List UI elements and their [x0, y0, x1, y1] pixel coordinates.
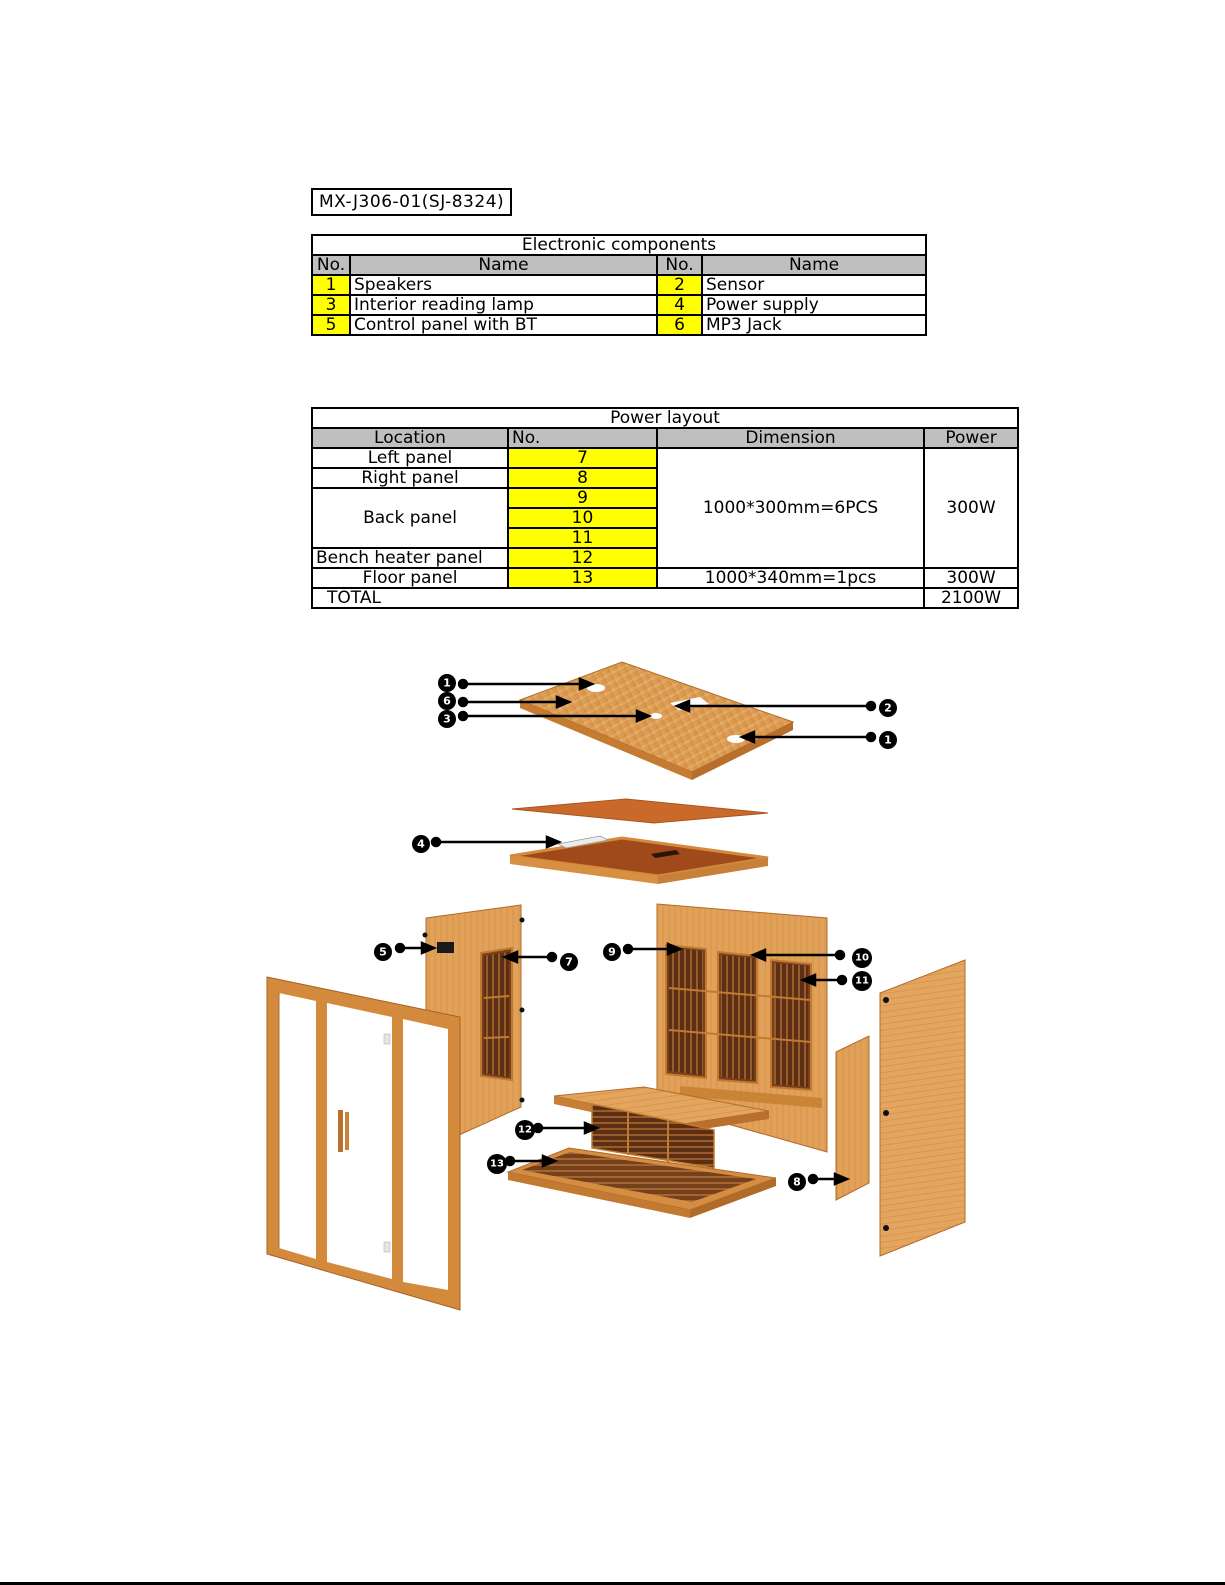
heater-number: 7 — [508, 448, 657, 468]
component-number: 3 — [312, 295, 350, 315]
location-cell: Right panel — [312, 468, 508, 488]
header-no: No. — [508, 428, 657, 448]
header-no: No. — [312, 255, 350, 275]
component-name: Speakers — [350, 275, 657, 295]
svg-text:13: 13 — [490, 1158, 504, 1170]
svg-text:4: 4 — [417, 837, 425, 851]
power-cell: 300W — [924, 448, 1018, 568]
svg-text:11: 11 — [855, 975, 869, 987]
svg-text:7: 7 — [565, 955, 573, 969]
header-power: Power — [924, 428, 1018, 448]
callout-badge — [438, 710, 456, 728]
door-handle — [338, 1110, 343, 1152]
callout-badge — [374, 943, 392, 961]
svg-text:12: 12 — [518, 1124, 532, 1136]
component-number: 2 — [657, 275, 702, 295]
callout-badge — [515, 1120, 535, 1140]
component-number: 6 — [657, 315, 702, 335]
callout-badge — [852, 971, 872, 991]
location-cell: Floor panel — [312, 568, 508, 588]
callout-badge — [560, 953, 578, 971]
component-number: 4 — [657, 295, 702, 315]
svg-text:2: 2 — [884, 701, 892, 715]
callout-badge — [487, 1154, 507, 1174]
header-name: Name — [350, 255, 657, 275]
location-cell: Left panel — [312, 448, 508, 468]
location-cell: Bench heater panel — [312, 548, 508, 568]
component-number: 1 — [312, 275, 350, 295]
svg-text:9: 9 — [608, 945, 616, 959]
svg-text:8: 8 — [793, 1175, 801, 1189]
callout-badge — [438, 674, 456, 692]
dimension-cell: 1000*340mm=1pcs — [657, 568, 924, 588]
svg-text:5: 5 — [379, 945, 387, 959]
svg-text:6: 6 — [443, 694, 451, 708]
heater-number: 8 — [508, 468, 657, 488]
svg-text:3: 3 — [443, 712, 451, 726]
dimension-cell: 1000*300mm=6PCS — [657, 448, 924, 568]
heater-number: 11 — [508, 528, 657, 548]
svg-text:1: 1 — [443, 676, 451, 690]
glass-door — [267, 977, 460, 1310]
callout-badge — [879, 731, 897, 749]
power-cell: 300W — [924, 568, 1018, 588]
power-table-title: Power layout — [312, 408, 1018, 428]
right-side-panel — [880, 960, 965, 1256]
svg-text:10: 10 — [855, 952, 869, 964]
control-panel — [437, 942, 454, 953]
model-number: MX-J306-01(SJ-8324) — [311, 188, 512, 216]
header-name: Name — [702, 255, 926, 275]
header-location: Location — [312, 428, 508, 448]
callout-badge — [438, 692, 456, 710]
callout-badge — [852, 948, 872, 968]
header-no: No. — [657, 255, 702, 275]
component-name: MP3 Jack — [702, 315, 926, 335]
callout-badge — [412, 835, 430, 853]
component-number: 5 — [312, 315, 350, 335]
component-name: Power supply — [702, 295, 926, 315]
heater-number: 10 — [508, 508, 657, 528]
component-name: Control panel with BT — [350, 315, 657, 335]
callout-badge — [788, 1173, 806, 1191]
heater-panel-left — [484, 952, 509, 1077]
callout-badge — [603, 943, 621, 961]
location-cell: Back panel — [312, 488, 508, 548]
heater-panel-back-1 — [669, 948, 703, 1075]
total-label: TOTAL — [312, 588, 924, 608]
component-name: Interior reading lamp — [350, 295, 657, 315]
total-value: 2100W — [924, 588, 1018, 608]
heater-number: 12 — [508, 548, 657, 568]
roof-panel — [520, 662, 793, 780]
heater-number: 9 — [508, 488, 657, 508]
heater-number: 13 — [508, 568, 657, 588]
header-dimension: Dimension — [657, 428, 924, 448]
heater-panel-back-3 — [774, 963, 808, 1087]
electronic-table-title: Electronic components — [312, 235, 926, 255]
svg-text:1: 1 — [884, 733, 892, 747]
heater-panel-back-2 — [721, 955, 754, 1080]
callout-badge — [879, 699, 897, 717]
component-name: Sensor — [702, 275, 926, 295]
